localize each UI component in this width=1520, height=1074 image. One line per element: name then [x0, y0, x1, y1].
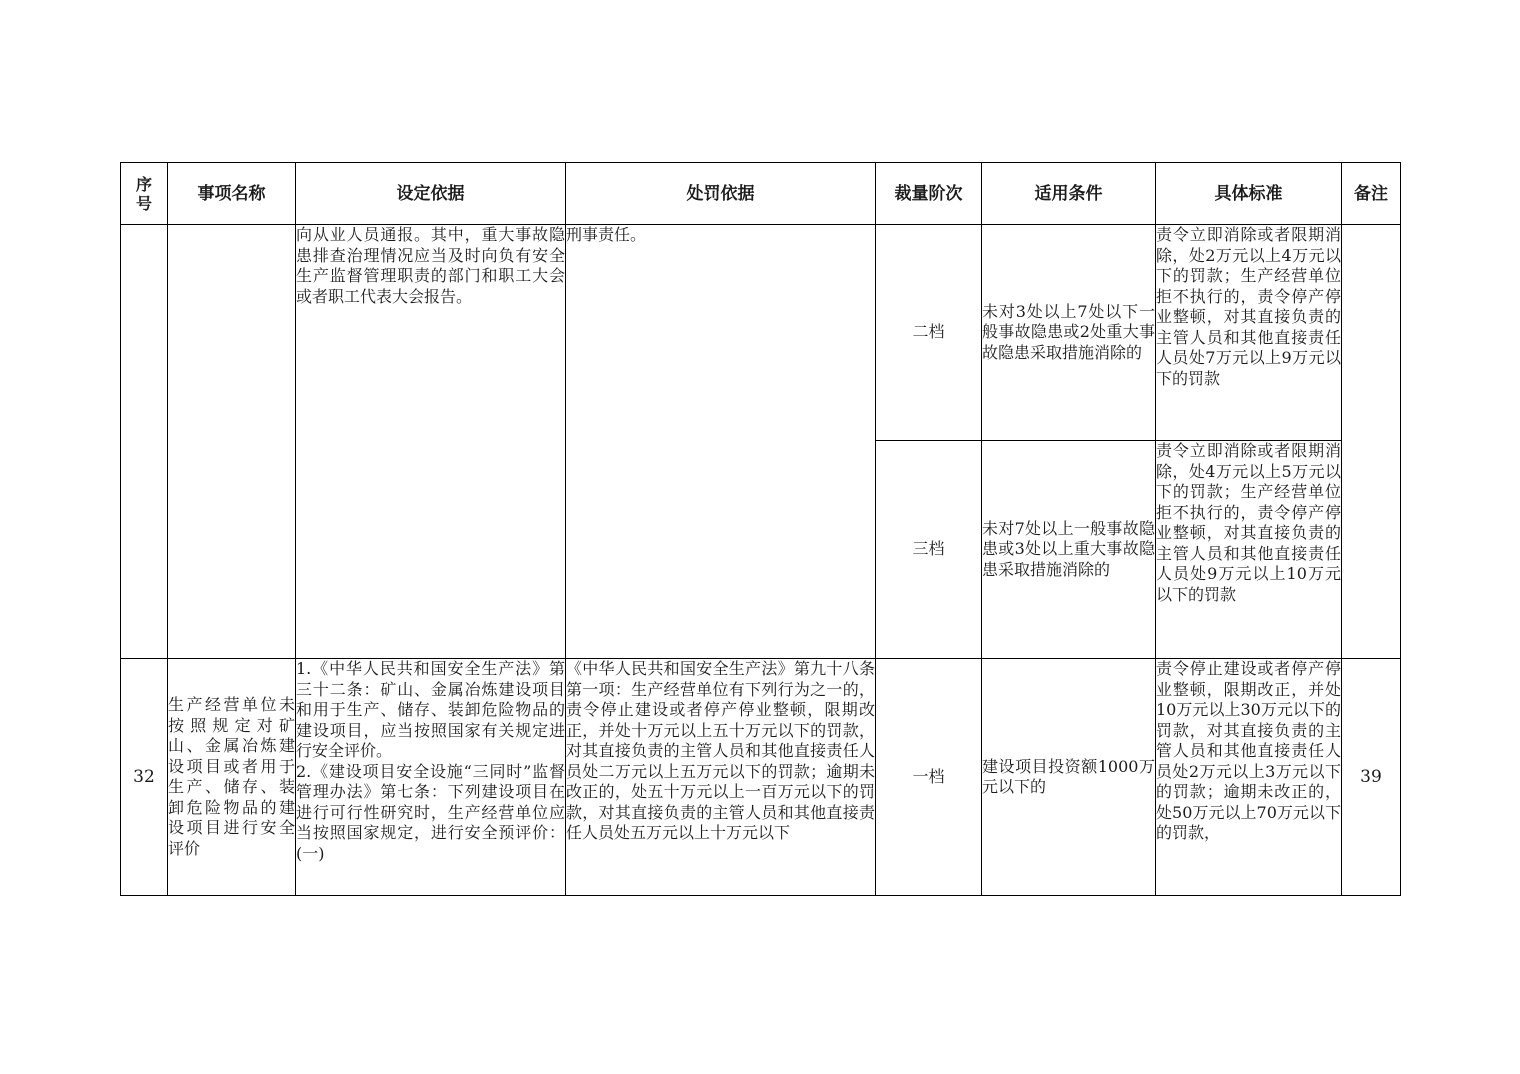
penalty-discretion-table: [120, 162, 1401, 896]
item-basis-cell: [296, 659, 566, 896]
header-name: 事项名称: [168, 163, 296, 225]
item-seq-cell: 32: [121, 659, 168, 896]
header-penalty-basis: 处罚依据: [566, 163, 876, 225]
continued-name-cell: [168, 225, 296, 659]
item-name-cell: 生产经营单位未按照规定对矿山、金属冶炼建设项目或者用于生产、储存、装卸危险物品的建设项目进行安全评价: [168, 659, 296, 896]
item-standard-text: 责令停止建设或者停产停业整顿，限期改正，并处10万元以上30万元以下的罚款，对其直接负责的主管人员和其他直接责任人员处2万元以上3万元以下的罚款；逾期未改正的，处50万元以上70万元以下的罚款，: [1156, 659, 1341, 842]
header-level: 裁量阶次: [876, 163, 982, 225]
item-remark-cell: 39: [1342, 659, 1401, 896]
header-basis: 设定依据: [296, 163, 566, 225]
table-row: [121, 659, 1401, 896]
header-seq: [121, 163, 168, 225]
continued-basis-cell: 向从业人员通报。其中，重大事故隐患排查治理情况应当及时向负有安全生产监督管理职责的部门和职工大会或者职工代表大会报告。: [296, 225, 566, 659]
continued-seq-cell: [121, 225, 168, 659]
condition-cell: 未对3处以上7处以下一般事故隐患或2处重大事故隐患采取措施消除的: [982, 225, 1156, 441]
header-seq-label: 序号: [135, 174, 152, 213]
level-cell: 一档: [876, 659, 982, 896]
standard-cell: [1156, 659, 1342, 896]
level-cell: 二档: [876, 225, 982, 441]
standard-cell: 责令立即消除或者限期消除，处4万元以上5万元以下的罚款；生产经营单位拒不执行的，责令停产停业整顿，对其直接负责的主管人员和其他直接责任人员处9万元以上10万元以下的罚款: [1156, 441, 1342, 659]
table-row: [121, 225, 1401, 441]
condition-cell: 建设项目投资额1000万元以下的: [982, 659, 1156, 896]
header-row: [121, 163, 1401, 225]
item-penalty-text: 《中华人民共和国安全生产法》第九十八条第一项：生产经营单位有下列行为之一的，责令停止建设或者停产停业整顿，限期改正，并处十万元以上五十万元以下的罚款，对其直接负责的主管人员和其他直接责任人员处二万元以上五万元以下的罚款；逾期未改正的，处五十万元以上一百万元以下的罚款，对其直接负责的主管人员和其他直接责任人员处五万元以上十万元以下: [566, 659, 875, 842]
continued-penalty-cell: 刑事责任。: [566, 225, 876, 659]
standard-cell: 责令立即消除或者限期消除，处2万元以上4万元以下的罚款；生产经营单位拒不执行的，责令停产停业整顿，对其直接负责的主管人员和其他直接责任人员处7万元以上9万元以下的罚款: [1156, 225, 1342, 441]
header-standard: 具体标准: [1156, 163, 1342, 225]
level-cell: 三档: [876, 441, 982, 659]
item-penalty-cell: [566, 659, 876, 896]
header-remark: 备注: [1342, 163, 1401, 225]
condition-cell: 未对7处以上一般事故隐患或3处以上重大事故隐患采取措施消除的: [982, 441, 1156, 659]
continued-remark-cell: [1342, 225, 1401, 659]
item-basis-text: 1.《中华人民共和国安全生产法》第三十二条：矿山、金属冶炼建设项目和用于生产、储存、装卸危险物品的建设项目，应当按照国家有关规定进行安全评价。 2.《建设项目安全设施“三同时”监督管理办法》第七条：下列建设项目在进行可行性研究时，生产经营单位应当按照国家规定，进行安全预评价：(一): [296, 659, 565, 863]
header-condition: 适用条件: [982, 163, 1156, 225]
